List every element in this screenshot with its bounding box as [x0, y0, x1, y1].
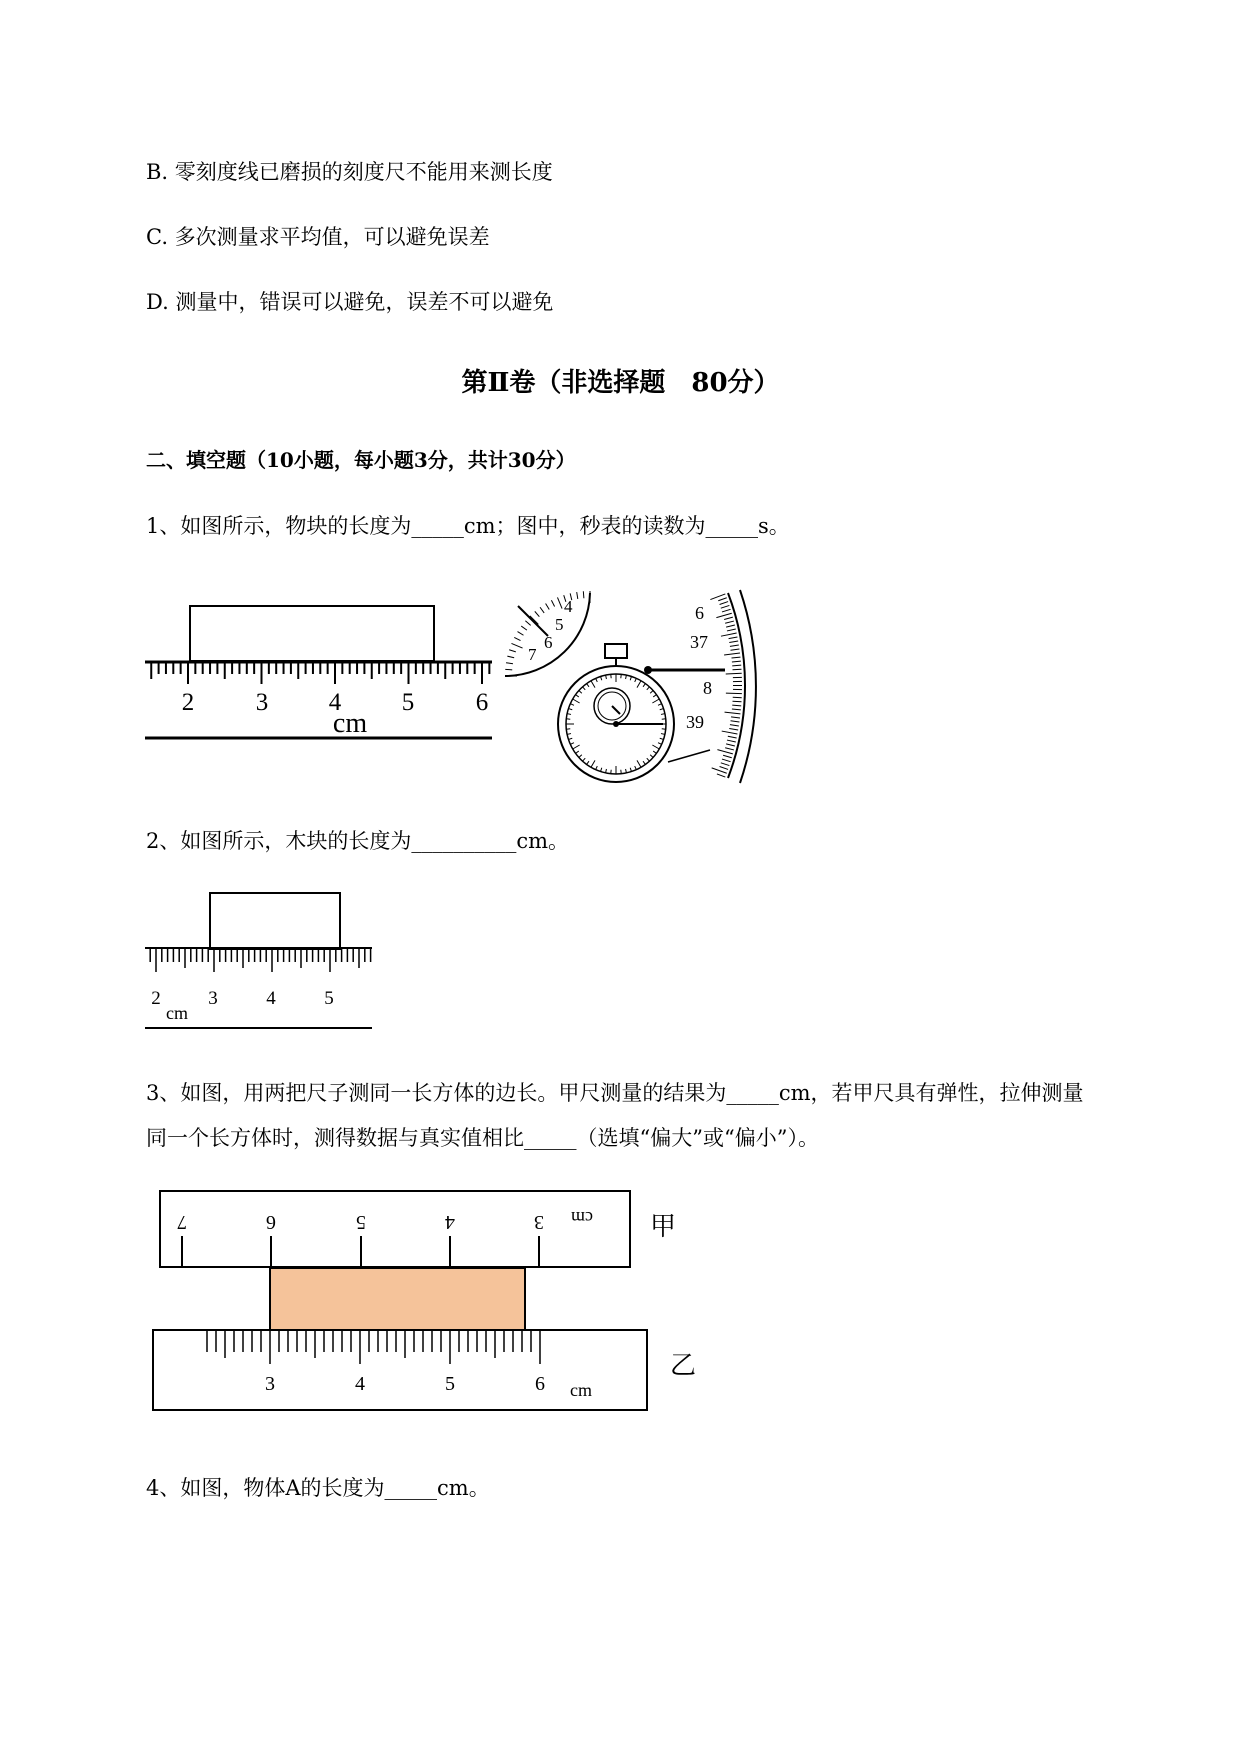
tick-mark: [732, 665, 741, 666]
tick-mark: [660, 738, 664, 739]
tick-mark: [637, 681, 641, 688]
tick-mark: [596, 678, 598, 682]
tick-mark: [727, 629, 736, 631]
tick-mark: [724, 617, 733, 619]
section-title: 二、填空题（10小题，每小题3分，共计30分）: [146, 448, 576, 472]
small-dial-label: 7: [528, 645, 537, 664]
tick-mark: [587, 761, 589, 764]
tick-mark: [509, 650, 516, 652]
tick-mark: [573, 699, 580, 703]
tick-mark: [729, 637, 738, 639]
tick-mark: [652, 699, 659, 703]
tick-mark: [583, 591, 584, 598]
tick-mark: [652, 745, 659, 749]
tick-mark: [653, 751, 656, 753]
tick-label: 6: [266, 1211, 276, 1233]
tick-label: 4: [355, 1373, 365, 1395]
tick-mark: [726, 673, 742, 674]
ruler-ticks: [150, 948, 370, 972]
tick-mark: [591, 681, 595, 688]
tick-mark: [587, 684, 589, 687]
tick-mark: [583, 758, 586, 761]
tick-mark: [647, 758, 650, 761]
tick-mark: [721, 633, 737, 636]
tick-mark: [505, 669, 512, 670]
large-dial-label: 39: [686, 712, 704, 732]
tick-mark: [729, 641, 738, 643]
figure2-ruler: [140, 890, 380, 1035]
tick-label: 2: [151, 988, 161, 1009]
tick-mark: [573, 745, 580, 749]
small-dial-label: 6: [544, 633, 553, 652]
tick-mark: [725, 748, 734, 750]
tick-mark: [732, 709, 741, 710]
tick-mark: [731, 721, 740, 722]
tick-label: 5: [445, 1373, 455, 1395]
tick-mark: [568, 738, 572, 739]
tick-mark: [658, 704, 662, 706]
tick-mark: [727, 740, 736, 742]
tick-mark: [725, 621, 734, 623]
figure1-ruler: [140, 598, 500, 748]
tick-label: 3: [265, 1373, 275, 1395]
ruler-ticks: [151, 662, 489, 684]
tick-mark: [596, 766, 598, 770]
unit-label: cm: [166, 1003, 188, 1023]
figure3-rulers: [150, 1188, 710, 1418]
tick-mark: [731, 649, 740, 650]
large-dial-label: 6: [695, 603, 704, 623]
tick-mark: [601, 676, 602, 680]
tick-mark: [570, 704, 574, 706]
small-dial-label: 4: [564, 597, 573, 616]
ruler-name-yi: 乙: [670, 1351, 697, 1380]
tick-mark: [637, 760, 641, 767]
tick-mark: [726, 744, 735, 746]
tick-mark: [721, 605, 730, 608]
tick-mark: [732, 705, 741, 706]
tick-mark: [576, 751, 579, 753]
tick-mark: [658, 743, 662, 745]
tick-mark: [716, 613, 731, 617]
small-dial-needle: [518, 606, 548, 636]
tick-mark: [722, 609, 731, 612]
unit-label: cm: [332, 708, 368, 739]
tick-label: 5: [324, 988, 334, 1009]
figure1-stopwatch: [500, 588, 775, 788]
tick-mark: [718, 598, 726, 601]
tick-mark: [540, 607, 544, 613]
tick-mark: [650, 755, 653, 758]
tick-mark: [643, 761, 645, 764]
question-1: 1、如图所示，物块的长度为_____cm；图中，秒表的读数为_____s。: [146, 514, 790, 538]
tick-label: 2: [181, 689, 195, 716]
tick-mark: [720, 602, 729, 605]
tick-mark: [579, 691, 582, 694]
tick-mark: [724, 653, 740, 655]
tick-mark: [730, 645, 739, 646]
tick-mark: [511, 643, 522, 648]
tick-mark: [518, 632, 524, 636]
unit-label: cm: [571, 1208, 593, 1228]
ruler-name-jia: 甲: [650, 1212, 677, 1241]
tick-mark: [583, 687, 586, 690]
tick-label: 4: [328, 689, 342, 716]
tick-label: 3: [255, 689, 269, 716]
tick-mark: [731, 717, 740, 718]
ruler-jia: [160, 1191, 630, 1267]
tick-mark: [570, 743, 574, 745]
tick-mark: [514, 637, 520, 640]
crown: [605, 644, 627, 658]
tick-label: 5: [356, 1211, 366, 1233]
tick-mark: [726, 693, 742, 694]
tick-mark: [635, 678, 637, 682]
tick-mark: [726, 625, 735, 627]
tick-mark: [717, 774, 725, 777]
tick-label: 3: [534, 1211, 544, 1233]
block: [210, 893, 340, 949]
option-b: B. 零刻度线已磨损的刻度尺不能用来测长度: [146, 160, 553, 184]
tick-mark: [733, 669, 742, 670]
tick-mark: [731, 657, 740, 658]
large-dial-label: 8: [703, 678, 712, 698]
tick-label: 4: [445, 1211, 455, 1233]
tick-mark: [576, 695, 579, 697]
tick-mark: [729, 729, 738, 731]
tick-mark: [506, 663, 513, 664]
part-title: 第Ⅱ卷（非选择题 80分）: [461, 368, 780, 398]
unit-label: cm: [570, 1380, 592, 1400]
tick-label: 6: [535, 1373, 545, 1395]
tick-mark: [723, 755, 732, 758]
tick-mark: [721, 763, 730, 766]
tick-mark: [647, 687, 650, 690]
tick-mark: [722, 731, 738, 734]
question-2: 2、如图所示，木块的长度为__________cm。: [146, 829, 570, 853]
tick-mark: [730, 725, 739, 726]
tick-label: 7: [177, 1211, 187, 1233]
tick-mark: [577, 592, 578, 599]
large-dial-label: 37: [690, 632, 708, 652]
tick-mark: [630, 768, 631, 772]
tick-mark: [601, 768, 602, 772]
tick-mark: [535, 611, 540, 616]
question-3-line2: 同一个长方体时，测得数据与真实值相比_____（选填“偏大”或“偏小”）。: [146, 1126, 819, 1150]
tick-mark: [717, 750, 732, 754]
option-d: D. 测量中，错误可以避免，误差不可以避免: [146, 290, 554, 314]
tick-mark: [650, 691, 653, 694]
tick-mark: [591, 760, 595, 767]
tick-mark: [557, 597, 562, 608]
tick-mark: [507, 656, 514, 658]
tick-mark: [732, 661, 741, 662]
tick-label: 3: [208, 988, 218, 1009]
question-3-line1: 3、如图，用两把尺子测同一长方体的边长。甲尺测量的结果为_____cm，若甲尺具有弹性，拉伸测量: [146, 1081, 1084, 1105]
tick-label: 6: [475, 689, 489, 716]
small-dial-label: 5: [555, 615, 564, 634]
tick-label: 5: [401, 689, 415, 716]
tick-mark: [660, 709, 664, 710]
tick-mark: [733, 701, 742, 702]
tick-mark: [551, 600, 554, 606]
tick-mark: [630, 676, 631, 680]
tick-mark: [525, 621, 530, 626]
block: [190, 606, 434, 661]
tick-mark: [720, 767, 729, 770]
tick-mark: [722, 759, 731, 762]
tick-mark: [521, 626, 527, 630]
tick-mark: [579, 755, 582, 758]
tick-mark: [568, 709, 572, 710]
option-c: C. 多次测量求平均值，可以避免误差: [146, 225, 490, 249]
block: [270, 1268, 525, 1330]
tick-mark: [643, 684, 645, 687]
tick-mark: [725, 712, 741, 714]
tick-mark: [546, 604, 550, 610]
tick-label: 4: [266, 988, 276, 1009]
tick-mark: [653, 695, 656, 697]
tick-mark: [728, 736, 737, 738]
question-4: 4、如图，物体A的长度为_____cm。: [146, 1476, 490, 1500]
tick-mark: [635, 766, 637, 770]
